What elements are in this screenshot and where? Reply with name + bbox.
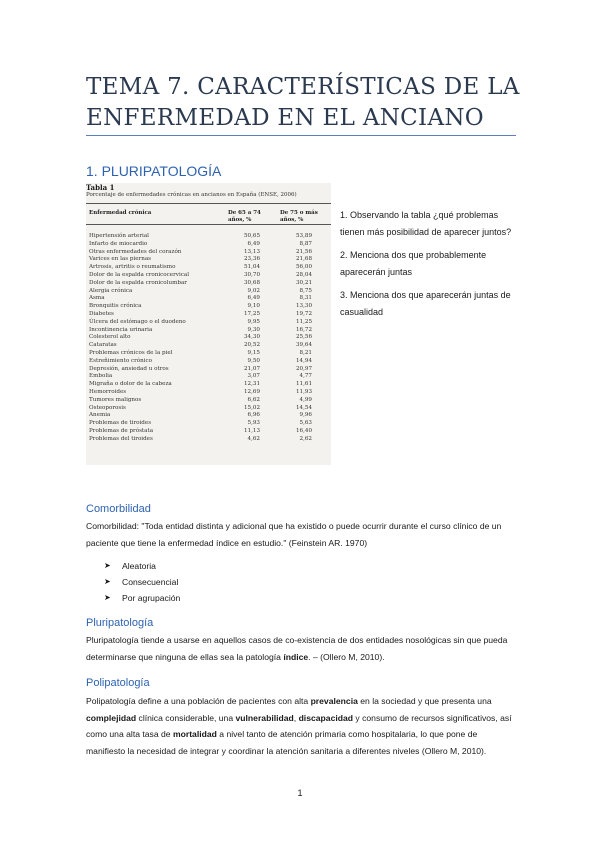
table-row bbox=[86, 288, 331, 296]
heading-pluripatologia: Pluripatología bbox=[86, 617, 154, 629]
heading-polipatologia: Polipatología bbox=[86, 677, 150, 689]
table-cell-65-74: 9,10 bbox=[247, 303, 260, 310]
table-cell-65-74: 20,52 bbox=[243, 342, 260, 349]
table-cell-disease: Artrosis, artritis o reumatismo bbox=[89, 264, 176, 271]
question-item: 2. Menciona dos que probablemente aparecerán juntas bbox=[340, 250, 487, 277]
list-item-label: Por agrupación bbox=[122, 593, 181, 603]
table-row bbox=[86, 381, 331, 389]
table-row bbox=[86, 373, 331, 381]
table-row bbox=[86, 256, 331, 264]
title-line-1: TEMA 7. CARACTERÍSTICAS DE LA bbox=[86, 74, 520, 100]
table-cell-75-plus: 8,75 bbox=[299, 287, 312, 294]
arrow-bullet-icon: ➤ bbox=[104, 577, 111, 586]
table-row bbox=[86, 436, 331, 444]
table-cell-75-plus: 21,68 bbox=[295, 256, 312, 263]
table-cell-75-plus: 53,89 bbox=[295, 233, 312, 239]
table-row bbox=[86, 420, 331, 428]
text-run-bold: mortalidad bbox=[172, 729, 217, 739]
table-row bbox=[86, 405, 331, 413]
table-cell-75-plus: 9,96 bbox=[299, 412, 312, 419]
text-run-bold: discapacidad bbox=[298, 712, 354, 723]
table-cell-65-74: 21,07 bbox=[243, 365, 260, 372]
table-row bbox=[86, 327, 331, 335]
table-cell-75-plus: 8,21 bbox=[299, 349, 312, 356]
table-cell-disease: Infarto de miocardio bbox=[89, 240, 148, 247]
table-cell-75-plus: 16,72 bbox=[295, 326, 312, 333]
table-row bbox=[86, 428, 331, 436]
table-cell-disease: Dolor de la espalda cronicolumbar bbox=[89, 279, 187, 286]
text-run: , bbox=[293, 712, 299, 723]
table-cell-disease: Asma bbox=[89, 295, 105, 302]
table-row bbox=[86, 280, 331, 288]
comorbilidad-definition: Comorbilidad: "Toda entidad distinta y adicional que ha existido o puede ocurrir durante el curso clínico de un paciente que tiene la enfermedad índice en estudio." (Feinstein AR. 1970) bbox=[86, 521, 502, 548]
text-run-bold: índice bbox=[283, 651, 309, 662]
table-cell-disease: Estreñimiento crónico bbox=[89, 357, 153, 364]
table-cell-disease: Dolor de la espalda cronicocervical bbox=[89, 271, 190, 278]
table-cell-75-plus: 14,54 bbox=[295, 404, 312, 411]
table-row bbox=[86, 303, 331, 311]
text-run: Polipatología define a una población de pacientes con alta bbox=[86, 696, 311, 706]
table-cell-disease: Hipertensión arterial bbox=[89, 233, 149, 239]
heading-comorbilidad: Comorbilidad bbox=[86, 503, 151, 515]
text-run: y consumo de recursos significativos, así como una alta tasa de bbox=[86, 712, 512, 739]
arrow-bullet-icon: ➤ bbox=[104, 593, 111, 602]
table-cell-disease: Cataratas bbox=[89, 342, 117, 349]
table-cell-disease: Migraña o dolor de la cabeza bbox=[89, 381, 172, 388]
table-cell-75-plus: 4,99 bbox=[299, 396, 312, 403]
table-cell-disease: Diabetes bbox=[89, 310, 114, 317]
table-cell-disease: Problemas de próstata bbox=[89, 427, 154, 434]
table-cell-75-plus: 16,40 bbox=[295, 427, 312, 434]
table-cell-65-74: 50,65 bbox=[243, 233, 260, 239]
table-row bbox=[86, 295, 331, 303]
question-item: 1. Observando la tabla ¿qué problemas tienen más posibilidad de aparecer juntos? bbox=[340, 210, 512, 237]
section-heading-pluripatologia: 1. PLURIPATOLOGÍA bbox=[86, 163, 222, 179]
text-run-bold: vulnerabilidad bbox=[235, 712, 294, 723]
polipatologia-definition bbox=[86, 693, 516, 759]
table-cell-65-74: 12,69 bbox=[243, 388, 260, 395]
title-line-2: ENFERMEDAD EN EL ANCIANO bbox=[86, 105, 484, 131]
table-cell-65-74: 9,15 bbox=[247, 349, 260, 356]
table-cell-75-plus: 8,87 bbox=[299, 240, 312, 247]
table-cell-75-plus: 8,31 bbox=[299, 295, 312, 302]
pluripatologia-definition bbox=[86, 632, 516, 665]
table-cell-65-74: 17,25 bbox=[243, 310, 260, 317]
table-row bbox=[86, 249, 331, 257]
chronic-disease-table bbox=[86, 183, 331, 465]
table-cell-75-plus: 13,30 bbox=[295, 303, 312, 310]
table-label: Tabla 1 bbox=[86, 183, 115, 192]
text-run: . – (Ollero M, 2010). bbox=[308, 651, 385, 662]
table-row bbox=[86, 389, 331, 397]
table-row bbox=[86, 350, 331, 358]
arrow-bullet-icon: ➤ bbox=[104, 561, 111, 570]
table-cell-disease: Problemas de tiroides bbox=[89, 420, 152, 427]
table-cell-65-74: 23,36 bbox=[243, 256, 260, 263]
table-cell-disease: Incontinencia urinaria bbox=[89, 326, 153, 333]
table-cell-disease: Úlcera del estómago o el duodeno bbox=[89, 318, 186, 325]
table-cell-65-74: 13,13 bbox=[243, 248, 260, 255]
table-cell-65-74: 12,31 bbox=[243, 381, 260, 388]
table-top-rule bbox=[86, 203, 331, 204]
table-cell-disease: Tumores malignos bbox=[89, 396, 142, 403]
table-cell-75-plus: 14,94 bbox=[295, 357, 312, 364]
title-divider bbox=[86, 135, 516, 136]
table-cell-disease: Hemorroides bbox=[89, 388, 127, 395]
table-row bbox=[86, 334, 331, 342]
table-cell-65-74: 6,96 bbox=[247, 412, 260, 419]
list-item bbox=[104, 590, 180, 606]
table-cell-65-74: 9,30 bbox=[247, 326, 260, 333]
table-cell-65-74: 34,30 bbox=[243, 334, 260, 341]
table-cell-75-plus: 20,97 bbox=[295, 365, 312, 372]
table-cell-75-plus: 28,04 bbox=[295, 271, 312, 278]
table-col-65-74-line1: De 65 a 74 bbox=[228, 210, 261, 216]
table-cell-disease: Bronquitis crónica bbox=[89, 303, 142, 310]
table-cell-65-74: 6,62 bbox=[247, 396, 260, 403]
table-cell-disease: Otras enfermedades del corazón bbox=[89, 248, 182, 255]
table-cell-65-74: 5,93 bbox=[247, 420, 260, 427]
table-cell-65-74: 6,49 bbox=[247, 295, 260, 302]
table-cell-75-plus: 2,62 bbox=[299, 435, 312, 442]
table-cell-disease: Alergia crónica bbox=[89, 287, 133, 294]
table-cell-disease: Colesterol alto bbox=[89, 334, 131, 341]
table-cell-65-74: 4,62 bbox=[247, 435, 260, 442]
table-cell-75-plus: 11,93 bbox=[295, 388, 312, 395]
table-row bbox=[86, 264, 331, 272]
table-col-65-74 bbox=[228, 210, 261, 224]
table-cell-65-74: 6,49 bbox=[247, 240, 260, 247]
table-cell-75-plus: 19,72 bbox=[295, 310, 312, 317]
table-cell-disease: Embolia bbox=[89, 373, 113, 380]
table-cell-75-plus: 4,77 bbox=[299, 373, 312, 380]
table-col-75-plus-line2: años, % bbox=[280, 217, 304, 223]
comorbilidad-types bbox=[104, 558, 180, 606]
table-cell-disease: Varices en las piernas bbox=[89, 256, 152, 263]
table-col-75-plus-line1: De 75 o más bbox=[280, 210, 318, 216]
table-cell-65-74: 30,70 bbox=[243, 271, 260, 278]
table-cell-75-plus: 5,63 bbox=[299, 420, 312, 427]
table-cell-65-74: 51,04 bbox=[243, 264, 260, 271]
question-list bbox=[340, 207, 520, 327]
table-row bbox=[86, 311, 331, 319]
list-item bbox=[104, 574, 180, 590]
table-cell-65-74: 11,13 bbox=[243, 427, 260, 434]
table-cell-75-plus: 11,61 bbox=[295, 381, 312, 388]
table-cell-disease: Problemas crónicos de la piel bbox=[89, 349, 173, 356]
table-header-rule bbox=[86, 224, 331, 225]
table-row bbox=[86, 272, 331, 280]
table-cell-disease: Anemia bbox=[89, 412, 111, 419]
table-cell-75-plus: 21,56 bbox=[295, 248, 312, 255]
table-row bbox=[86, 397, 331, 405]
table-cell-75-plus: 25,56 bbox=[295, 334, 312, 341]
table-cell-disease: Problemas del tiroides bbox=[89, 435, 153, 442]
table-cell-65-74: 3,07 bbox=[247, 373, 260, 380]
table-row bbox=[86, 358, 331, 366]
table-col-75-plus bbox=[280, 210, 318, 224]
text-run-bold: prevalencia bbox=[310, 696, 358, 706]
table-cell-65-74: 9,50 bbox=[247, 357, 260, 364]
table-row bbox=[86, 342, 331, 350]
table-caption: Porcentaje de enfermedades crónicas en ancianos en España (ENSE, 2006) bbox=[86, 192, 297, 198]
list-item-label: Aleatoria bbox=[122, 561, 156, 571]
table-cell-65-74: 30,68 bbox=[243, 279, 260, 286]
table-cell-65-74: 15,02 bbox=[243, 404, 260, 411]
table-col-65-74-line2: años, % bbox=[228, 217, 252, 223]
page-number: 1 bbox=[297, 788, 303, 798]
table-cell-75-plus: 30,21 bbox=[295, 279, 312, 286]
table-cell-75-plus: 39,64 bbox=[295, 342, 312, 349]
question-item: 3. Menciona dos que aparecerán juntas de casualidad bbox=[340, 290, 511, 317]
table-cell-65-74: 9,02 bbox=[247, 287, 260, 294]
table-cell-65-74: 9,95 bbox=[247, 318, 260, 325]
table-cell-disease: Depresión, ansiedad u otros bbox=[89, 365, 169, 372]
list-item-label: Consecuencial bbox=[122, 577, 179, 587]
text-run-bold: complejidad bbox=[86, 712, 137, 723]
table-row bbox=[86, 412, 331, 420]
list-item bbox=[104, 558, 180, 574]
table-cell-75-plus: 56,00 bbox=[295, 264, 312, 271]
table-row bbox=[86, 241, 331, 249]
table-row bbox=[86, 319, 331, 327]
table-row bbox=[86, 366, 331, 374]
table-body bbox=[86, 233, 331, 444]
text-run: clínica considerable, una bbox=[136, 712, 236, 723]
text-run: en la sociedad y que presenta una bbox=[357, 696, 492, 706]
table-row bbox=[86, 233, 331, 241]
table-col-disease: Enfermedad crónica bbox=[89, 210, 152, 216]
text-run: Pluripatología tiende a usarse en aquellos casos de co-existencia de dos entidades nosológicas sin que pueda determinarse que ninguna de ellas sea la patología bbox=[86, 635, 508, 662]
text-run: a nivel tanto de atención primaria como hospitalaria, lo que pone de manifiesto la necesidad de integrar y coordinar la atención sanitaria a diferentes niveles (Ollero M, 2010). bbox=[86, 729, 487, 756]
table-cell-disease: Osteoporosis bbox=[89, 404, 126, 411]
page-title bbox=[86, 72, 526, 134]
table-cell-75-plus: 11,25 bbox=[295, 318, 312, 325]
